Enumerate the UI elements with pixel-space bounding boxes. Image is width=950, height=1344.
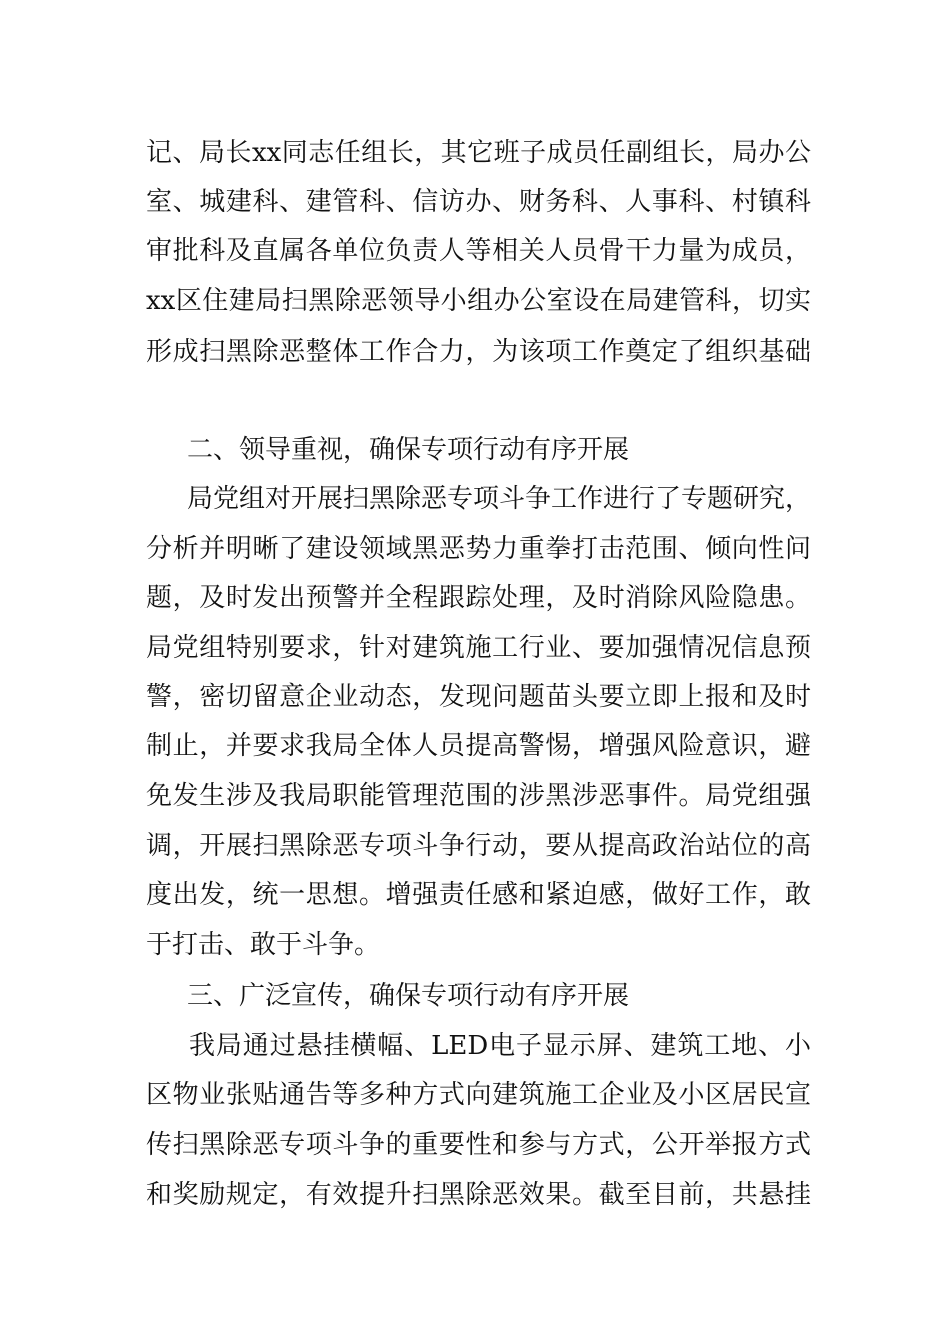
paragraph-line: 局党组对开展扫黑除恶专项斗争工作进行了专题研究， (187, 484, 812, 514)
paragraph-line: 题，及时发出预警并全程跟踪处理，及时消除风险隐患。 (146, 583, 811, 613)
paragraph-line: xx区住建局扫黑除恶领导小组办公室设在局建管科，切实 (146, 286, 811, 316)
paragraph-line: 我局通过悬挂横幅、LED电子显示屏、建筑工地、小 (189, 1031, 811, 1061)
paragraph-line: 审批科及直属各单位负责人等相关人员骨干力量为成员， (146, 236, 811, 266)
paragraph-line: 警，密切留意企业动态，发现问题苗头要立即上报和及时 (146, 682, 811, 712)
section-heading: 二、领导重视，确保专项行动有序开展 (187, 435, 630, 465)
paragraph-line: 制止，并要求我局全体人员提高警惕，增强风险意识，避 (146, 731, 811, 761)
paragraph-line: 分析并明晰了建设领域黑恶势力重拳打击范围、倾向性问 (146, 534, 811, 564)
paragraph-line: 记、局长xx同志任组长，其它班子成员任副组长，局办公 (146, 138, 811, 168)
paragraph-line: 传扫黑除恶专项斗争的重要性和参与方式，公开举报方式 (146, 1130, 811, 1160)
paragraph-line: 度出发，统一思想。增强责任感和紧迫感，做好工作，敢 (146, 880, 811, 910)
paragraph-line: 于打击、敢于斗争。 (146, 930, 381, 960)
paragraph-line: 局党组特别要求，针对建筑施工行业、要加强情况信息预 (146, 633, 811, 663)
section-heading: 三、广泛宣传，确保专项行动有序开展 (187, 981, 630, 1011)
paragraph-line: 和奖励规定，有效提升扫黑除恶效果。截至目前，共悬挂 (146, 1180, 811, 1210)
paragraph-line: 免发生涉及我局职能管理范围的涉黑涉恶事件。局党组强 (146, 781, 811, 811)
paragraph-line: 室、城建科、建管科、信访办、财务科、人事科、村镇科 (146, 187, 811, 217)
paragraph-line: 形成扫黑除恶整体工作合力，为该项工作奠定了组织基础 (146, 337, 811, 367)
paragraph-line: 调，开展扫黑除恶专项斗争行动，要从提高政治站位的高 (146, 831, 811, 861)
paragraph-line: 区物业张贴通告等多种方式向建筑施工企业及小区居民宣 (146, 1080, 811, 1110)
